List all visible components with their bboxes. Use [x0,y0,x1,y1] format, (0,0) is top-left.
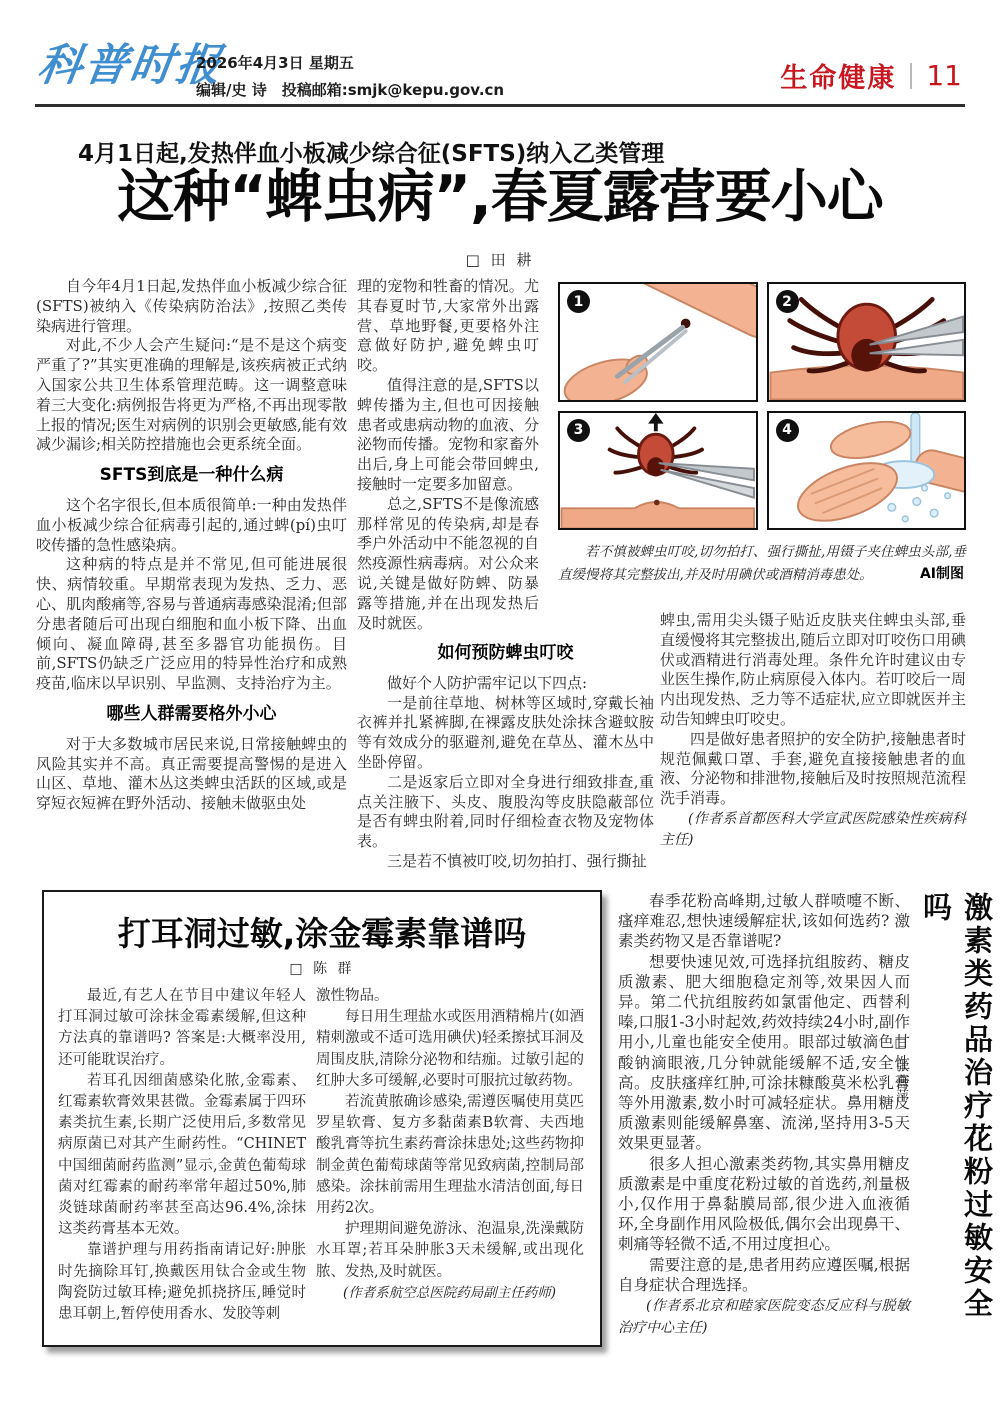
panel-number-badge: 3 [567,419,590,442]
paragraph: 护理期间避免游泳、泡温泉,洗澡戴防水耳罩;若耳朵肿胀3天未缓解,或出现化脓、发热,及时就医。 [316,1221,584,1280]
header-rule [35,104,965,107]
article1-column-2-bottom [357,633,654,872]
panel-number-badge: 4 [776,419,799,442]
paragraph: 很多人担心激素类药物,其实鼻用糖皮质激素是中重度花粉过敏的首选药,剂量极小,仅作用于鼻黏膜局部,很少进入血液循环,全身副作用风险极低,偶尔会出现鼻干、刺痛等轻微不适,不用过度担心。 [618,1154,910,1254]
paragraph: 自今年4月1日起,发热伴血小板减少综合征(SFTS)被纳入《传染病防治法》,按照乙类传染病进行管理。 [36,277,347,335]
paragraph: 二是返家后立即对全身进行细致排查,重点关注腋下、头皮、腹股沟等皮肤隐蔽部位是否有蜱虫附着,同时仔细检查衣物及宠物体表。 [357,772,654,851]
illustration-panel-2 [767,282,967,402]
author-note: (作者系北京和睦家医院变态反应科与脱敏治疗中心主任) [618,1298,910,1337]
article1-column-1 [36,277,347,814]
article1-kicker: 4月1日起,发热伴血小板减少综合征(SFTS)纳入乙类管理 [78,141,665,167]
date-line: 2026年4月3日 星期五 [196,54,354,72]
illustration-caption [558,541,966,587]
paragraph: 需要注意的是,患者用药应遵医嘱,根据自身症状合理选择。 [618,1255,910,1294]
illustration-panel-3 [558,411,758,531]
article3-body [618,891,910,1339]
article3-vertical-title: 激素类药品治疗花粉过敏安全吗 [919,892,994,1321]
panel-number-badge: 2 [776,290,799,313]
paragraph: 四是做好患者照护的安全防护,接触患者时规范佩戴口罩、手套,避免直接接触患者的血液、分泌物和排泄物,接触后及时按照规范流程洗手消毒。 [660,729,966,808]
section-header [780,56,962,95]
author-note: (作者系首都医科大学宣武医院感染性疾病科主任) [660,810,966,848]
paragraph: 做好个人防护需牢记以下四点: [387,673,588,692]
header-divider [910,63,912,89]
paragraph: 总之,SFTS不是像流感那样常见的传染病,却是春季户外活动中不能忽视的自然疫源性病毒病。对公众来说,关键是做好防蜱、防暴露等措施,并在出现发热后及时就医。 [357,494,539,632]
editor-contact-line: 编辑/史 诗 投稿邮箱:smjk@kepu.gov.cn [196,81,505,99]
article2-title: 打耳洞过敏,涂金霉素靠谱吗 [117,914,527,953]
paragraph: 对此,不少人会产生疑问:“是不是这个病变严重了?”其实更准确的理解是,该疾病被正式纳入国家公共卫生体系管理范畴。这一调整意味着三大变化:病例报告将更为严格,不再出现零散上报的情况;医生对病例的识别会更敏感,能有效减少漏诊;相关防控措施也会更系统全面。 [36,336,347,454]
ai-credit-label: AI制图 [883,563,964,586]
tick-removal-illustration [558,282,966,530]
paragraph: 三是若不慎被叮咬,切勿拍打、强行撕扯 [387,851,647,870]
paragraph: 值得注意的是,SFTS以蜱传播为主,但也可因接触患者或患病动物的血液、分泌物而传播。宠物和家畜外出后,身上可能会带回蜱虫,接触时一定要多加留意。 [357,375,539,493]
illustration-panel-4 [767,411,967,531]
article2-box [42,890,602,1347]
author-note: (作者系航空总医院药局副主任药师) [343,1284,557,1301]
panel-number-badge: 1 [567,290,590,313]
paragraph: 这种病的特点是并不常见,但可能进展很快、病情较重。早期常表现为发热、乏力、恶心、肌肉酸痛等,容易与普通病毒感染混淆;但部分患者随后可出现白细胞和血小板下降、出血倾向、凝血障碍,甚至多器官功能损伤。目前,SFTS仍缺乏广泛应用的特异性治疗和成熟疫苗,临床以早识别、早监测、支持治疗为主。 [36,555,347,693]
paragraph: 激性物品。 [316,988,389,1004]
paragraph: 一是前往草地、树林等区域时,穿戴长袖衣裤并扎紧裤脚,在裸露皮肤处涂抹含避蚊胺等有效成分的驱避剂,避免在草丛、灌木丛中坐卧停留。 [357,693,654,771]
caption-text: 若不慎被蜱虫叮咬,切勿拍打、强行撕扯,用镊子夹住蜱虫头部,垂直缓慢将其完整拔出,并及时用碘伏或酒精消毒患处。 [558,544,966,583]
subhead: 如何预防蜱虫叮咬 [437,643,574,663]
article3-byline: □ 张燕萍 [893,1036,908,1105]
section-title: 生命健康 [780,63,897,94]
article1-title: 这种“蜱虫病”,春夏露营要小心 [117,164,883,230]
subhead: 哪些人群需要格外小心 [106,703,277,724]
article1-column-3 [660,611,966,851]
article2-byline: □ 陈 群 [289,961,355,977]
article1-column-2-top [357,277,539,633]
paragraph: 每日用生理盐水或医用酒精棉片(如酒精刺激或不适可选用碘伏)轻柔擦拭耳洞及周围皮肤,清除分泌物和结痂。过敏引起的红肿大多可缓解,必要时可服抗过敏药物。 [316,1009,584,1089]
paragraph: 想要快速见效,可选择抗组胺药、糖皮质激素、肥大细胞稳定剂等,效果因人而异。第二代抗组胺药如氯雷他定、西替利嗪,口服1-3小时起效,药效持续24小时,副作用小,儿童也能安全使用。眼部过敏滴色甘酸钠滴眼液,几分钟就能缓解不适,安全性高。皮肤瘙痒红肿,可涂抹糠酸莫米松乳膏等外用激素,数小时可减轻症状。鼻用糖皮质激素则能缓解鼻塞、流涕,坚持用3-5天效果更显著。 [618,952,910,1153]
paragraph: 蜱虫,需用尖头镊子贴近皮肤夹住蜱虫头部,垂直缓慢将其完整拔出,随后立即对叮咬伤口用碘伏或酒精进行消毒处理。条件允许时建议由专业医生操作,防止病原侵入体内。若叮咬后一周内出现发热、乏力等不适症状,应立即就医并主动告知蜱虫叮咬史。 [660,611,966,728]
subhead: SFTS到底是一种什么病 [99,465,284,486]
illustration-panel-1 [558,282,758,402]
article2-column-left [58,986,306,1325]
article1-byline: □ 田 耕 [465,251,535,269]
paragraph: 春季花粉高峰期,过敏人群喷嚏不断、瘙痒难忍,想快速缓解症状,该如何选药? 激素类药物又是否靠谱呢? [618,892,910,951]
article2-column-right [316,986,584,1304]
paragraph: 若耳孔因细菌感染化脓,金霉素、红霉素软膏效果甚微。金霉素属于四环素类抗生素,长期广泛使用后,多数常见病原菌已对其产生耐药性。“CHINET中国细菌耐药监测”显示,金黄色葡萄球菌对红霉素的耐药率常年超过50%,肺炎链球菌耐药率甚至高达96.4%,涂抹这类药膏基本无效。 [58,1072,306,1238]
paragraph: 理的宠物和牲畜的情况。尤其春夏时节,大家常外出露营、草地野餐,更要格外注意做好防护,避免蜱虫叮咬。 [357,277,539,375]
paragraph: 最近,有艺人在节目中建议年轻人打耳洞过敏可涂抹金霉素缓解,但这种方法真的靠谱吗? 答案是:大概率没用,还可能耽误治疗。 [58,988,306,1068]
header-meta [196,52,504,100]
paragraph: 对于大多数城市居民来说,日常接触蜱虫的风险其实并不高。真正需要提高警惕的是进入山区、草地、灌木丛这类蜱虫活跃的区域,或是穿短衣短裤在野外活动、接触未做驱虫处 [36,734,347,813]
paragraph: 靠谱护理与用药指南请记好:肿胀时先摘除耳钉,换戴医用钛合金或生物陶瓷防过敏耳棒;避免抓挠挤压,睡觉时患耳朝上,暂停使用香水、发胶等刺 [58,1242,306,1323]
page-number: 11 [926,59,962,92]
paragraph: 这个名字很长,但本质很简单:一种由发热伴血小板减少综合征病毒引起的,通过蜱(pí)虫叮咬传播的急性感染病。 [36,495,347,554]
paragraph: 若流黄脓确诊感染,需遵医嘱使用莫匹罗星软膏、复方多黏菌素B软膏、夫西地酸乳膏等抗生素药膏涂抹患处;这些药物抑制金黄色葡萄球菌等常见致病菌,控制局部感染。涂抹前需用生理盐水清洁创面,每日用药2次。 [316,1094,584,1217]
newspaper-masthead: 科普时报 [34,40,226,91]
